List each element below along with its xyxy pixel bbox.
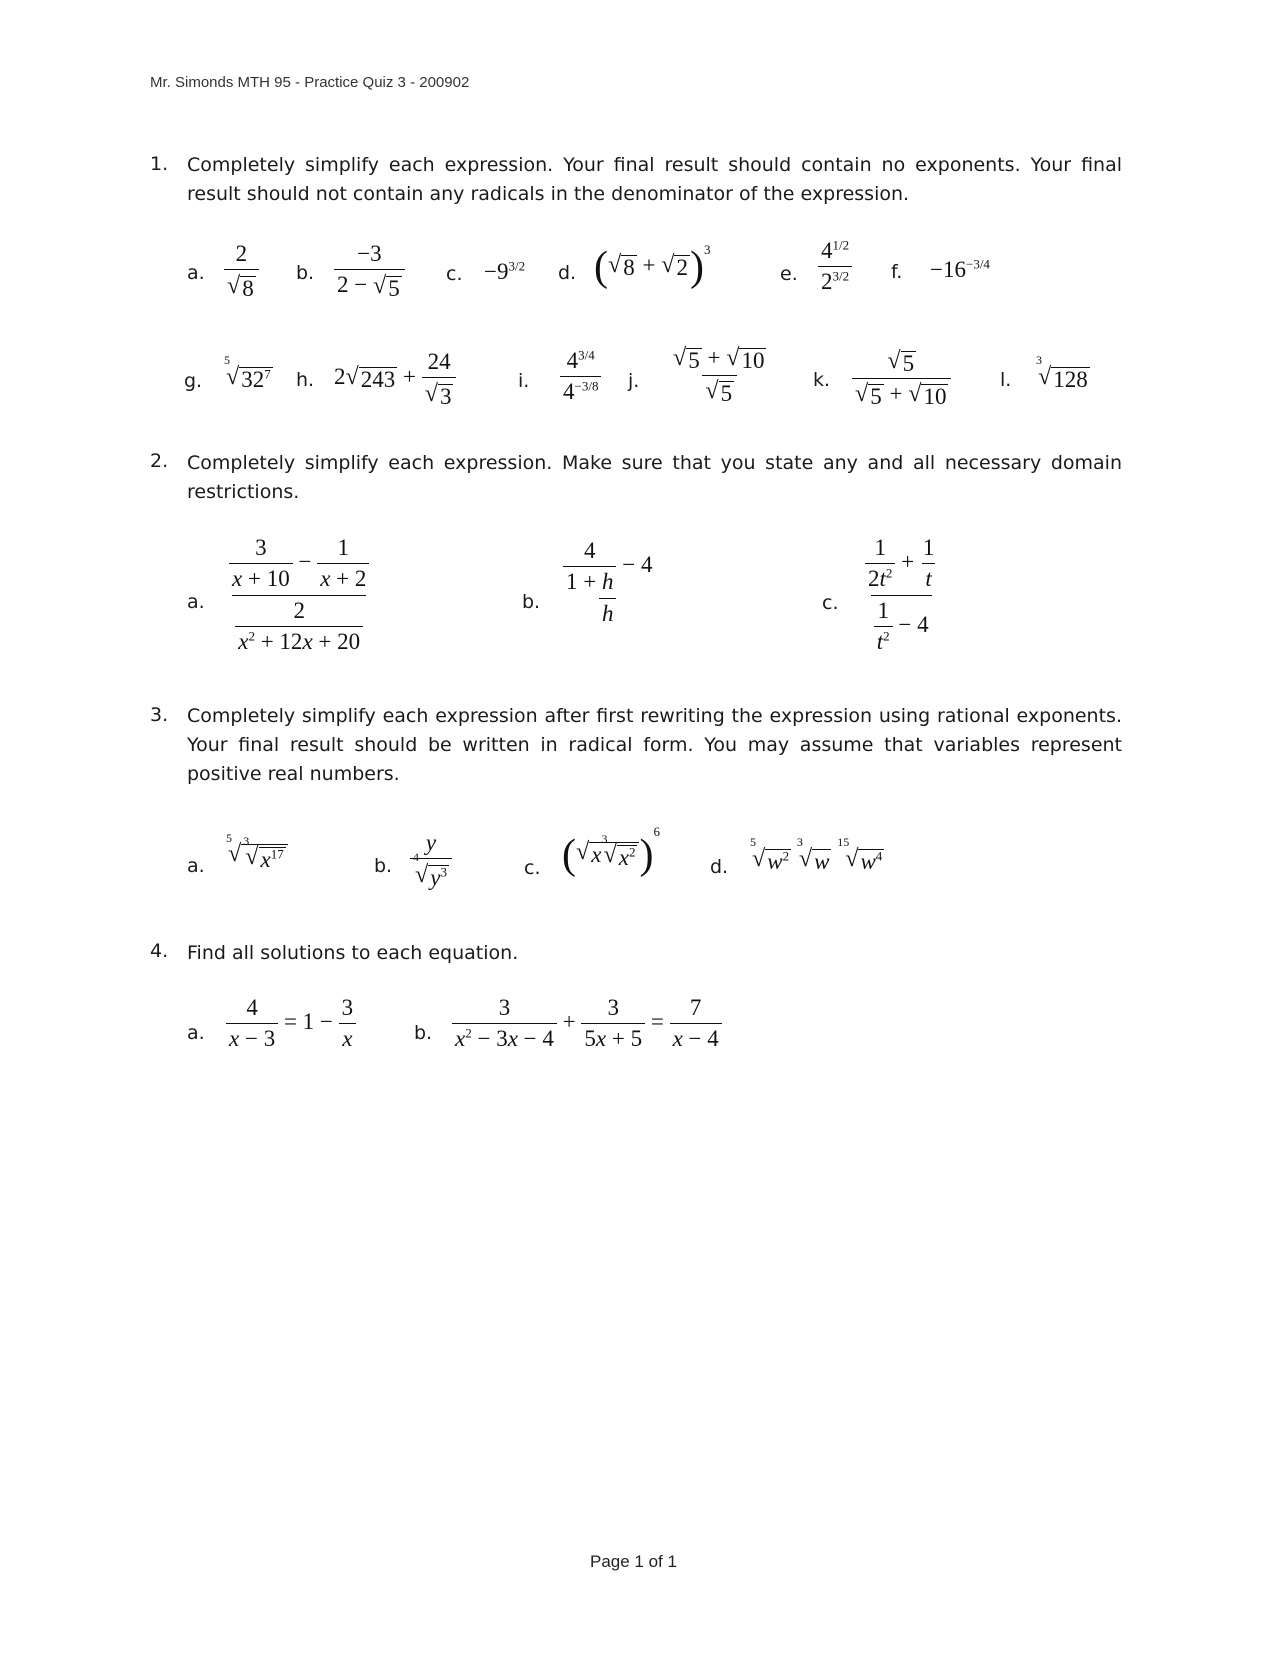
page-number: Page 1 of 1 [590, 1552, 677, 1571]
q1a-expression: 2 √ 8 [224, 241, 259, 301]
q1b-expression: −3 2 − √ 5 [334, 241, 405, 301]
q1-label-a: a. [187, 262, 205, 284]
q1-label-d: d. [558, 262, 577, 284]
q4a-equation: $\frac{4}{x - 3}$ = 1 − $\frac{3}{x}$ [226, 995, 356, 1053]
q4b-equation: $\frac{3}{x^2 - 3x - 4}$ + $\frac{3}{5x + 5}$ = $\frac{7}{x - 4}$ [452, 995, 722, 1053]
q3-label-a: a. [187, 855, 205, 877]
q1-label-e: e. [780, 263, 798, 285]
q1-label-f: f. [891, 261, 903, 283]
q3-label-d: d. [710, 856, 729, 878]
question-2-number: 2. [150, 450, 169, 472]
q3-label-c: c. [524, 857, 541, 879]
q3c-expression: ( √ $x^3$ √ $x^2$ )$^6$ [562, 823, 660, 878]
q1-label-g: g. [184, 370, 203, 392]
q1h-expression: 2 √ 243 + 24 √ 3 [334, 349, 456, 409]
q2-label-b: b. [522, 591, 541, 613]
q1g-expression: $^5$ √ $32^7$ [224, 353, 271, 393]
q2b-expression: $\frac{4}{1 + h}$ − 4 h [560, 538, 655, 627]
q3b-expression: y $^4$ √ $y^3$ [410, 830, 452, 890]
question-4-number: 4. [150, 940, 169, 962]
q2-label-c: c. [822, 592, 839, 614]
question-1-text: Completely simplify each expression. Your final result should contain no exponents. Your final result should not contain any radicals in the denominator of the expression. [187, 154, 1122, 205]
q1-label-i: i. [518, 370, 530, 392]
q4-label-a: a. [187, 1022, 205, 1044]
q1-label-k: k. [813, 369, 831, 391]
question-3-text: Completely simplify each expression after first rewriting the expression using rational exponents. Your final result should be written in radical form. You may assume that variables represent positive real numbers. [187, 705, 1122, 785]
q1d-expression: ( √ 8 + √ 2 )$^3$ [594, 241, 711, 290]
question-1-number: 1. [150, 153, 169, 175]
q2-label-a: a. [187, 591, 205, 613]
q2a-expression: $\frac{3}{x + 10}$ − $\frac{1}{x + 2}$ $\frac{2}{x^2 + 12x + 20}$ [226, 535, 372, 656]
q2c-expression: $\frac{1}{2t^2}$ + $\frac{1}{t}$ $\frac{1}{t^2}$ − 4 [862, 535, 940, 656]
q3d-expression: $^5$ √ $w^2$ $^3$ √ w $^{15}$ √ $w^4$ [750, 835, 883, 875]
q3a-expression: $^5$ √ $^3$ √ $x^{17}$ [226, 842, 288, 872]
q1e-expression: $\frac{4^{1/2}}{2^{3/2}}$ [818, 238, 852, 296]
q1i-expression: $\frac{4^{3/4}}{4^{-3/8}}$ [560, 348, 601, 406]
question-2-text: Completely simplify each expression. Make sure that you state any and all necessary domain restrictions. [187, 452, 1122, 503]
q1-label-l: l. [1000, 369, 1012, 391]
question-4-text: Find all solutions to each equation. [187, 942, 519, 964]
q1f-expression: $-16^{-3/4}$ [930, 256, 990, 282]
q4-label-b: b. [414, 1022, 433, 1044]
q1k-expression: √ 5 √ 5 + √ 10 [852, 348, 951, 410]
q1-label-j: j. [628, 370, 640, 392]
q1-label-c: c. [446, 263, 463, 285]
question-3-number: 3. [150, 704, 169, 726]
q1-label-b: b. [296, 262, 315, 284]
q3-label-b: b. [374, 855, 393, 877]
q1l-expression: $^3$ √ 128 [1036, 353, 1088, 393]
q1c-expression: $-9^{3/2}$ [484, 258, 526, 284]
q1-label-h: h. [296, 369, 315, 391]
page-header: Mr. Simonds MTH 95 - Practice Quiz 3 - 200902 [150, 74, 470, 91]
q1j-expression: √ 5 + √ 10 √ 5 [673, 344, 765, 407]
